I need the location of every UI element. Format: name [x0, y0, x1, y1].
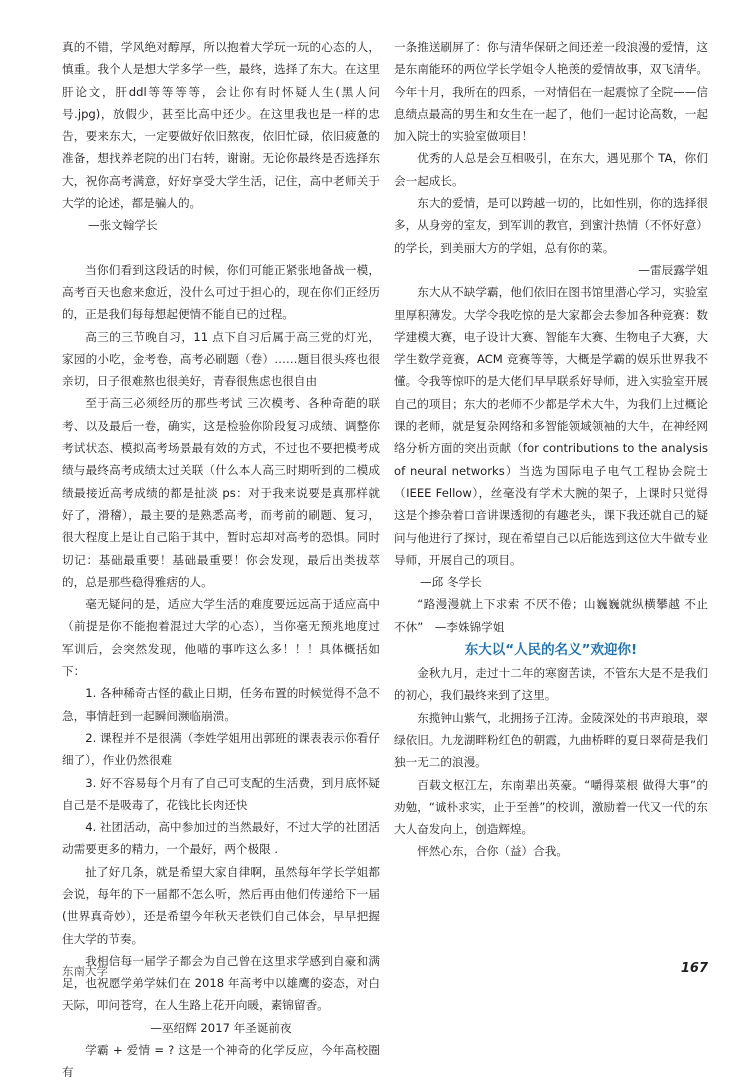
paragraph: 金秋九月，走过十二年的寒窗苦读，不管东大是不是我们的初心，我们最终来到了这里。 — [394, 666, 708, 703]
paragraph: 至于高三必须经历的那些考试 三次模考、各种奇葩的联考、以及最后一卷，确实，这是检验你阶段复习成绩、调整你考试状态、模拟高考场景最有效的方式，不过也不要把模考成绩与最终高考成绩太过关联（什么本人高三时期听到的二模成绩最接近高考成绩的都是扯淡 ps：对于我来说要是真那样就好了，滑稽），最主要的是熟悉高考，而考前的刷题、复习，很大程度上是让自己陷于其中，暂时忘却对高考的恐惧。同时切记：基础最重要！基础最重要！你会发现，最后出类拔萃的，总是那些稳得雅痞的人。 — [62, 396, 380, 589]
paragraph: 毫无疑问的是，适应大学生活的难度要远远高于适应高中（前提是你不能抱着混过大学的心态），当你毫无预兆地度过军训后，会突然发现，他喵的事咋这么多！！！具体概括如下： — [62, 597, 380, 679]
paragraph: 我相信每一届学子都会为自己曾在这里求学感到自豪和满足，也祝愿学弟学妹们在 2018 年高考中以雄鹰的姿态，对白天际，叩问苍穹，在人生路上花开向暖，素锦留香。 — [62, 953, 380, 1013]
spacer — [62, 237, 380, 259]
left-column — [62, 36, 380, 1084]
paragraph: 扯了好几条，就是希望大家自律啊，虽然每年学长学姐都会说，每年的下一届都不怎么听，然后再由他们传递给下一届(世界真奇妙），还是希望今年秋天老铁们自己体会，早早把握住大学的节奏。 — [62, 864, 380, 946]
paragraph: 当你们看到这段话的时候，你们可能正紧张地备战一模，高考百天也愈来愈近，没什么可过于担心的，现在你们正经历的，正是我们每每想起便情不能自已的过程。 — [62, 262, 380, 322]
paragraph: 东大从不缺学霸，他们依旧在图书馆里潜心学习，实验室里厚积薄发。大学令我吃惊的是大家都会去参加各种竞赛：数学建模大赛，电子设计大赛、智能车大赛、生物电子大赛，大学生数学竞赛，ACM 竞赛等等，大概是学霸的娱乐世界我不懂。令我等惊吓的是大佬们早早联系好导师，进入实验室开展自己的项目；东大的老师不少都是学术大牛，为我们上过概论课的老师，就是复杂网络和多智能领域领袖的大牛，在神经网络分析方面的突出贡献（for contributions to the analysis of neural networks）当选为国际电子电气工程协会院士（IEEE Fellow），丝毫没有学术大腕的架子，上课时只觉得这是个掺杂着口音讲课透彻的有趣老头，课下我还就自己的疑问与他进行了探讨，现在希望自己以后能选到这位大牛做专业导师，开展自己的项目。 — [394, 285, 708, 567]
signature: —巫绍辉 2017 年圣诞前夜 — [150, 1020, 292, 1035]
right-column — [394, 36, 708, 863]
list-item: 4. 社团活动，高中参加过的当然最好，不过大学的社团活动需要更多的精力，一个最好，两个极限 . — [62, 820, 380, 857]
paragraph: 东大的爱情，是可以跨越一切的，比如性别，你的选择很多，从身旁的室友，到军训的教官，到蜜汁热情（不怀好意）的学长，到美丽大方的学姐，总有你的菜。 — [394, 196, 708, 255]
paragraph: 优秀的人总是会互相吸引，在东大，遇见那个 TA，你们会一起成长。 — [394, 151, 708, 188]
paragraph: 学霸 + 爱情 = ? 这是一个神奇的化学反应，今年高校圈有 — [62, 1043, 380, 1080]
signature: —张文翰学长 — [88, 218, 158, 233]
paragraph: 一条推送刷屏了：你与清华保研之间还差一段浪漫的爱情，这是东南能环的两位学长学姐令人艳羡的爱情故事，双飞清华。今年十月，我所在的四系，一对情侣在一起震惊了全院——信息绩点最高的男生和女生在一起了，他们一起讨论高数，一起加入院士的实验室做项目！ — [394, 40, 708, 144]
list-item: 3. 好不容易每个月有了自己可支配的生活费，到月底怀疑自己是不是吸毒了，花钱比长肉还快 — [62, 775, 380, 812]
footer-school-name: 东南大学 — [62, 964, 108, 978]
paragraph: 东揽钟山紫气，北拥扬子江涛。金陵深处的书声琅琅，翠绿依旧。九龙湖畔粉红色的朝霞，九曲桥畔的夏日翠荷是我们独一无二的浪漫。 — [394, 710, 708, 770]
paragraph: 怦然心东，合你（益）合我。 — [417, 844, 568, 859]
list-item: 2. 课程并不是很满（李姓学姐用出郭班的课表表示你看仔细了），作业仍然很难 — [62, 730, 380, 768]
list-item: 1. 各种稀奇古怪的截止日期，任务布置的时候觉得不急不急，事情赶到一起瞬间濒临崩溃。 — [62, 686, 380, 723]
signature: —邱 冬学长 — [420, 575, 482, 590]
paragraph: 高三的三节晚自习，11 点下自习后属于高三党的灯光，家园的小吃，金考卷，高考必刷题（卷）……题目很头疼也很亲切，日子很难熬也很美好，青春很焦虑也很自由 — [62, 329, 380, 389]
page-number: 167 — [680, 961, 708, 976]
section-heading: 东大以“人民的名义”欢迎你! — [464, 642, 638, 659]
quote: “路漫漫就上下求索 不厌不倦；山巍巍就纵横攀越 不止不休” —李姝锦学姐 — [394, 597, 708, 634]
paragraph: 真的不错，学风绝对醇厚，所以抱着大学玩一玩的心态的人，慎重。我个人是想大学多学一些，最终，选择了东大。在这里肝论文，肝ddl等等等等，会让你有时怀疑人生(黑人问号.jpg)，放假少，甚至比高中还少。在这里我也是一样的忠告，要来东大，一定要做好依旧熬夜，依旧忙碌，依旧疲惫的准备，想找养老院的出门右转，谢谢。无论你最终是否选择东大，祝你高考满意，好好享受大学生活，记住，高中老师关于大学的论述，都是骗人的。 — [62, 40, 380, 211]
signature: —雷辰露学姐 — [638, 262, 708, 277]
paragraph: 百载文枢江左，东南辈出英豪。“嚼得菜根 做得大事”的劝勉，“诚朴求实，止于至善”的校训，激励着一代又一代的东大人奋发向上，创造辉煌。 — [394, 777, 708, 837]
